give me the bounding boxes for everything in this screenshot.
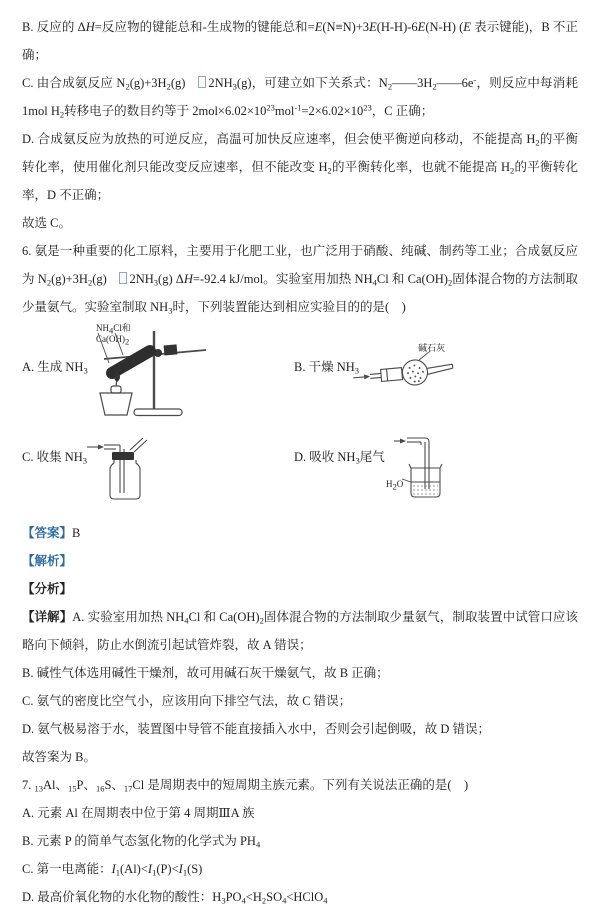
- alcohol-lamp-body: [100, 393, 132, 415]
- outlet-tube-bottom: [427, 368, 453, 374]
- joint-divider: [387, 369, 388, 381]
- test-tube: [112, 351, 150, 373]
- question6-option-row-1: [22, 323, 578, 431]
- prev-explanation-option-c: C. 由合成氨反应 $N_2(g)+3H_2(g)$ $2NH_3(g)$，可建立如下关系式：$N_2——3H_2——6e^-$，则反应中每消耗 1mol $H_2$转移电子的数目约等于 $2mol\times 6.02\times 10^{23}mol^{-1}=2\times 6.02\times 10^{23}$，C 正确；: [22, 69, 578, 125]
- answer-tag: 【答案】: [22, 526, 72, 540]
- inlet-nozzle-bottom: [370, 377, 381, 378]
- desiccant-label: 碱石灰: [418, 343, 445, 353]
- analysis-heading: [22, 547, 578, 575]
- option-c-label: C. 收集 $NH_3$: [22, 447, 87, 465]
- option-d-label: D. 吸收 $NH_3$尾气: [294, 447, 385, 465]
- delivery-tube-outer: [425, 438, 429, 489]
- soda-lime-granules: [406, 364, 425, 383]
- water-label: $H_2O$: [386, 479, 403, 489]
- answer-line: [22, 519, 578, 547]
- question7-option-c: C. 第一电离能：$I_1(Al)<I_1(P)<I_1(S)$: [22, 855, 578, 883]
- question7-option-a: A. 元素 Al 在周期表中位于第 4 周期ⅢA 族: [22, 799, 578, 827]
- outlet-tube-left: [130, 438, 143, 450]
- apparatus-b-drying-tube-figure: [352, 351, 467, 396]
- question6-option-row-2: [22, 431, 578, 519]
- outlet-tube-right: [134, 440, 147, 452]
- reagent-leader-line-2: [115, 333, 123, 355]
- detail-option-c: C. 氨气的密度比空气小，应该用向下排空气法，故 C 错误；: [22, 687, 578, 715]
- reagent-label-line2: $Ca(OH)_2$: [96, 334, 129, 344]
- question7-option-b: B. 元素 P 的简单气态氢化物的化学式为 $PH_4$: [22, 827, 578, 855]
- answer-value: B: [72, 526, 80, 540]
- tube-joint: [381, 368, 403, 382]
- gas-in-arrowhead-icon: [400, 439, 406, 444]
- alcohol-lamp-cap: [111, 386, 121, 393]
- option-a-label: A. 生成 $NH_3$: [22, 357, 88, 375]
- gas-in-arrowhead-icon: [98, 445, 104, 450]
- gas-bottle-body: [110, 460, 140, 499]
- outlet-tube-top: [426, 364, 452, 368]
- apparatus-a-heated-test-tube-figure: [88, 331, 210, 423]
- gas-in-arrow-line: [353, 377, 364, 378]
- analysis-tag: 【解析】: [22, 554, 72, 568]
- detail-option-a: [22, 603, 578, 659]
- question7-option-d: D. 最高价氧化物的水化物的酸性：$H_3PO_4<H_2SO_4<HClO_4$: [22, 883, 578, 911]
- question6-option-b: [300, 323, 578, 431]
- reagent-label-line1: $NH_4Cl$和: [96, 323, 131, 333]
- detail-option-d: D. 氨气极易溶于水，装置图中导管不能直接插入水中，否则会引起倒吸，故 D 错误；: [22, 715, 578, 743]
- question6-option-a: [22, 323, 300, 431]
- rubber-stopper: [112, 452, 134, 460]
- question6-stem: 6. 氨是一种重要的化工原料，主要用于化肥工业，也广泛用于硝酸、纯碱、制药等工业；合成氨反应为 $N_2(g)+3H_2(g)$ $2NH_3(g)$ ΔH=-92.4 kJ/mol。实验室用加热 $NH_4Cl$ 和 $Ca(OH)_2$固体混合物的方法制取少量氨气。实验室制取 $NH_3$时，下列装置能达到相应实验目的的是( ): [22, 237, 578, 321]
- detail-tag: 【详解】: [22, 610, 72, 624]
- fenxi-tag: 【分析】: [22, 582, 72, 596]
- detail-conclusion: 故答案为 B。: [22, 743, 578, 771]
- fenxi-heading: [22, 575, 578, 603]
- apparatus-c-gas-bottle-figure: [86, 433, 171, 505]
- desiccant-leader-line: [418, 351, 431, 360]
- reagent-leader-line-1: [98, 333, 109, 363]
- prev-explanation-option-b: B. 反应的 ΔH=反应物的键能总和-生成物的键能总和=E(N≡N)+3E(H-H)-6E(N-H) (E 表示键能)，B 不正确；: [22, 13, 578, 69]
- option-b-label: B. 干燥 $NH_3$: [294, 357, 359, 375]
- prev-explanation-conclusion: 故选 C。: [22, 209, 578, 237]
- detail-option-b: B. 碱性气体选用碱性干燥剂，故可用碱石灰干燥氨气，故 B 正确；: [22, 659, 578, 687]
- iron-stand-base: [134, 409, 182, 416]
- prev-explanation-option-d: D. 合成氨反应为放热的可逆反应，高温可加快反应速率，但会使平衡逆向移动，不能提高 $H_2$的平衡转化率，使用催化剂只能改变反应速率，但不能改变 $H_2$的平衡转化率，也就不能提高 $H_2$的平衡转化率，D 不正确；: [22, 125, 578, 209]
- detail-a-text: A. 实验室用加热 $NH_4Cl$ 和 $Ca(OH)_2$固体混合物的方法制取少量氨气，制取装置中试管口应该略向下倾斜，防止水倒流引起试管炸裂，故 A 错误；: [22, 610, 578, 652]
- question7-stem: 7. $_{13}$Al、$_{15}$P、$_{16}$S、$_{17}$Cl 是周期表中的短周期主族元素。下列有关说法正确的是( ): [22, 771, 578, 799]
- question6-option-c: [22, 431, 300, 519]
- question6-option-d: [300, 431, 578, 519]
- water-label-leader-line: [402, 479, 411, 482]
- clamp-holder: [164, 344, 178, 355]
- gas-in-arrowhead-icon: [364, 374, 370, 380]
- apparatus-d-beaker-figure: [392, 433, 472, 507]
- inlet-nozzle-top: [370, 373, 381, 374]
